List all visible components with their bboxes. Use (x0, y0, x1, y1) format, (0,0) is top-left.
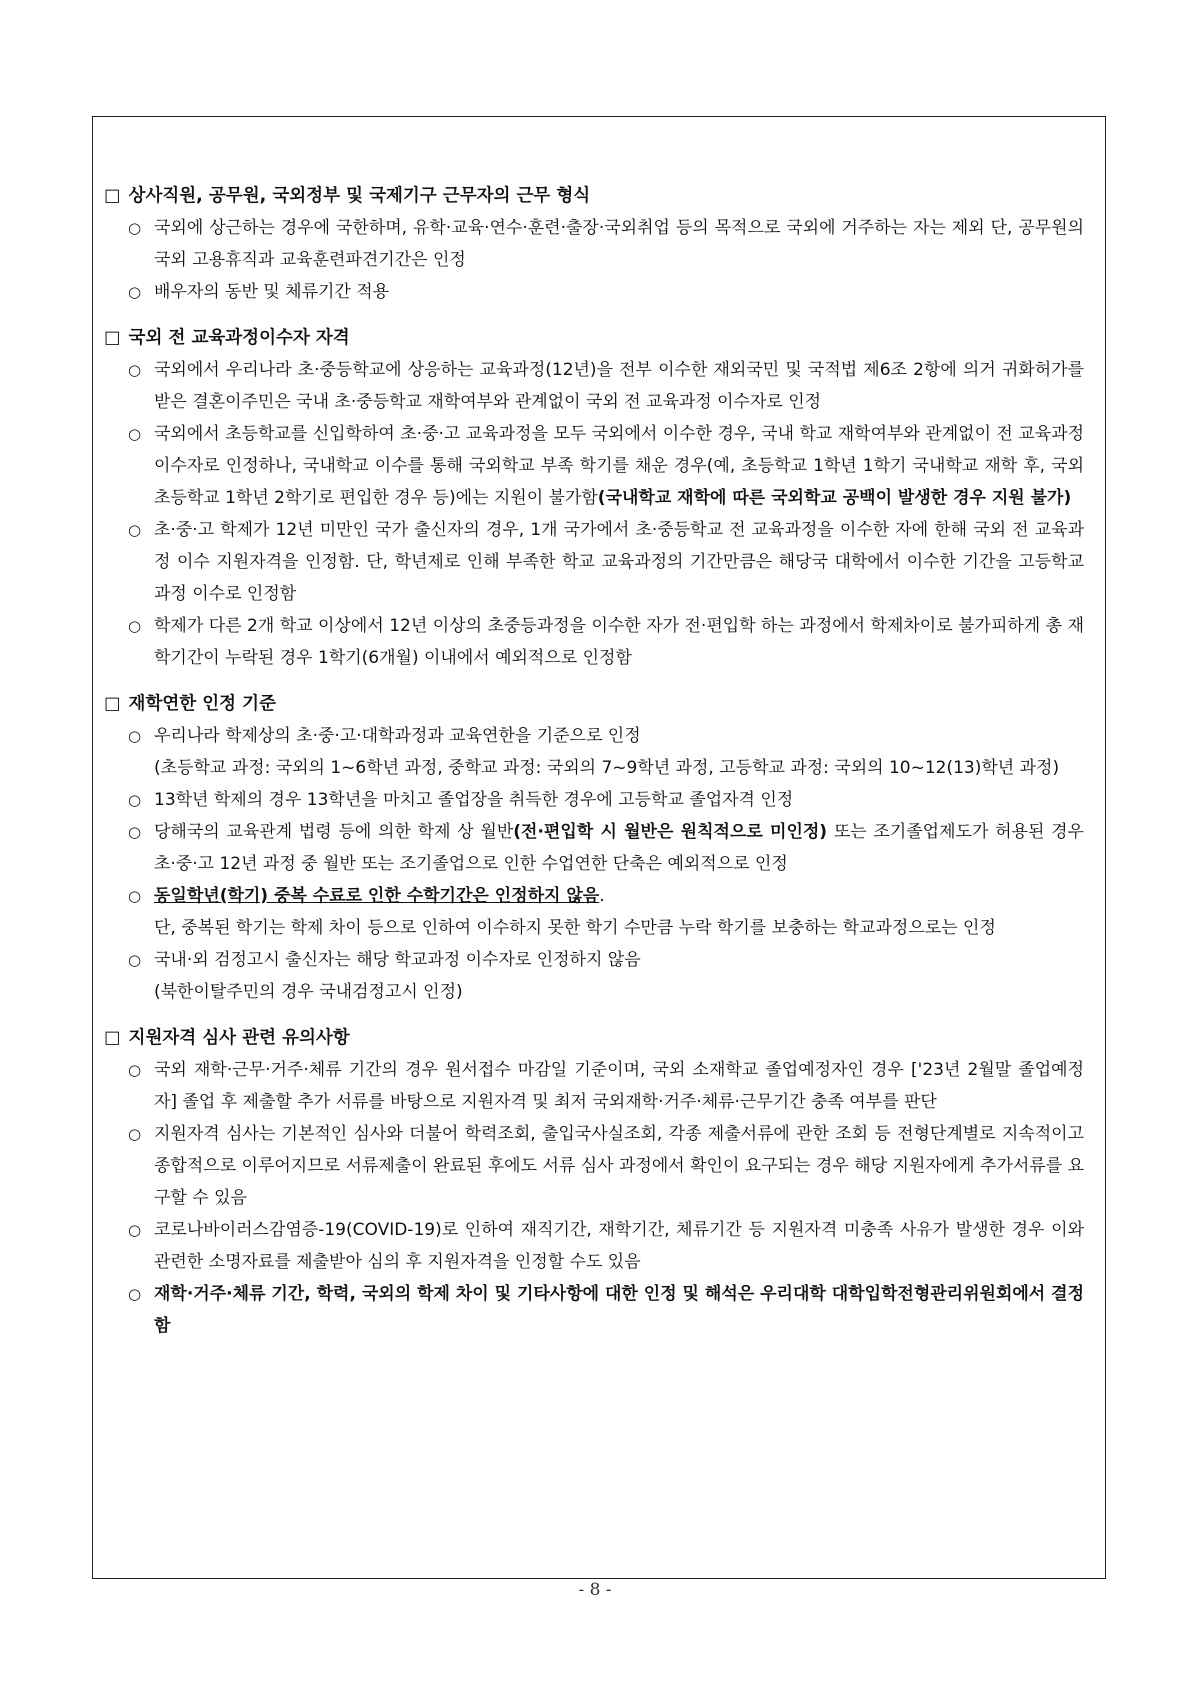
section-full-curriculum (104, 322, 1084, 674)
list-item: ○ 국외에서 우리나라 초·중등학교에 상응하는 교육과정(12년)을 전부 이수한 재외국민 및 국적법 제6조 2항에 의거 귀화허가를 받은 결혼이주민은 국내 초·중등학교 재학여부와 관계없이 국외 전 교육과정 이수자로 인정 (104, 354, 1084, 418)
list-item: ○ 배우자의 동반 및 체류기간 적용 (104, 276, 1084, 308)
circle-bullet-icon: ○ (128, 1061, 142, 1079)
circle-bullet-icon: ○ (128, 1125, 142, 1143)
list-item: ○ 13학년 학제의 경우 13학년을 마치고 졸업장을 취득한 경우에 고등학교 졸업자격 인정 (104, 784, 1084, 816)
circle-bullet-icon: ○ (128, 361, 142, 379)
circle-bullet-icon: ○ (128, 951, 142, 969)
section-work-form (104, 180, 1084, 308)
list-item: ○ 동일학년(학기) 중복 수료로 인한 수학기간은 인정하지 않음. 단, 중복된 학기는 학제 차이 등으로 인하여 이수하지 못한 학기 수만큼 누락 학기를 보충하는 학교과정으로는 인정 (104, 880, 1084, 944)
list-item: ○ 국외 재학·근무·거주·체류 기간의 경우 원서접수 마감일 기준이며, 국외 소재학교 졸업예정자인 경우 ['23년 2월말 졸업예정자] 졸업 후 제출할 추가 서류를 바탕으로 지원자격 및 최저 국외재학·거주·체류·근무기간 충족 여부를 판단 (104, 1054, 1084, 1118)
circle-bullet-icon: ○ (128, 887, 142, 905)
section-title: □ 지원자격 심사 관련 유의사항 (104, 1028, 350, 1048)
checkbox-square-icon: □ (104, 694, 121, 714)
list-item: ○ 당해국의 교육관계 법령 등에 의한 학제 상 월반(전·편입학 시 월반은 원칙적으로 미인정) 또는 조기졸업제도가 허용된 경우 초·중·고 12년 과정 중 월반 또는 조기졸업으로 인한 수업연한 단축은 예외적으로 인정 (104, 816, 1084, 880)
section-enrollment-period (104, 688, 1084, 1008)
section-screening-notes (104, 1022, 1084, 1342)
circle-bullet-icon: ○ (128, 617, 142, 635)
list-item: ○ 지원자격 심사는 기본적인 심사와 더불어 학력조회, 출입국사실조회, 각종 제출서류에 관한 조회 등 전형단계별로 지속적이고 종합적으로 이루어지므로 서류제출이 완료된 후에도 서류 심사 과정에서 확인이 요구되는 경우 해당 지원자에게 추가서류를 요구할 수 있음 (104, 1118, 1084, 1214)
document-body (104, 180, 1084, 1356)
list-item: ○ 국외에 상근하는 경우에 국한하며, 유학·교육·연수·훈련·출장·국외취업 등의 목적으로 국외에 거주하는 자는 제외 단, 공무원의 국외 고용휴직과 교육훈련파견기간은 인정 (104, 212, 1084, 276)
checkbox-square-icon: □ (104, 1028, 121, 1048)
circle-bullet-icon: ○ (128, 791, 142, 809)
section-title: □ 상사직원, 공무원, 국외정부 및 국제기구 근무자의 근무 형식 (104, 186, 591, 206)
circle-bullet-icon: ○ (128, 283, 142, 301)
list-item: ○ 학제가 다른 2개 학교 이상에서 12년 이상의 초중등과정을 이수한 자가 전·편입학 하는 과정에서 학제차이로 불가피하게 총 재학기간이 누락된 경우 1학기(6개월) 이내에서 예외적으로 인정함 (104, 610, 1084, 674)
list-item: ○ 국내·외 검정고시 출신자는 해당 학교과정 이수자로 인정하지 않음 (북한이탈주민의 경우 국내검정고시 인정) (104, 944, 1084, 1008)
circle-bullet-icon: ○ (128, 1221, 142, 1239)
list-item: ○ 국외에서 초등학교를 신입학하여 초·중·고 교육과정을 모두 국외에서 이수한 경우, 국내 학교 재학여부와 관계없이 전 교육과정 이수자로 인정하나, 국내학교 이수를 통해 국외학교 부족 학기를 채운 경우(예, 초등학교 1학년 1학기 국내학교 재학 후, 국외 초등학교 1학년 2학기로 편입한 경우 등)에는 지원이 불가함(국내학교 재학에 따른 국외학교 공백이 발생한 경우 지원 불가) (104, 418, 1084, 514)
section-title: □ 재학연한 인정 기준 (104, 694, 276, 714)
circle-bullet-icon: ○ (128, 727, 142, 745)
circle-bullet-icon: ○ (128, 1285, 142, 1303)
circle-bullet-icon: ○ (128, 425, 142, 443)
checkbox-square-icon: □ (104, 186, 121, 206)
list-item: ○ 초·중·고 학제가 12년 미만인 국가 출신자의 경우, 1개 국가에서 초·중등학교 전 교육과정을 이수한 자에 한해 국외 전 교육과정 이수 지원자격을 인정함. 단, 학년제로 인해 부족한 학교 교육과정의 기간만큼은 해당국 대학에서 이수한 기간을 고등학교 과정 이수로 인정함 (104, 514, 1084, 610)
section-title: □ 국외 전 교육과정이수자 자격 (104, 328, 350, 348)
checkbox-square-icon: □ (104, 328, 121, 348)
page-number: - 8 - (578, 1580, 612, 1600)
list-item: ○ 코로나바이러스감염증-19(COVID-19)로 인하여 재직기간, 재학기간, 체류기간 등 지원자격 미충족 사유가 발생한 경우 이와 관련한 소명자료를 제출받아 심의 후 지원자격을 인정할 수도 있음 (104, 1214, 1084, 1278)
list-item: ○ 재학·거주·체류 기간, 학력, 국외의 학제 차이 및 기타사항에 대한 인정 및 해석은 우리대학 대학입학전형관리위원회에서 결정함 (104, 1278, 1084, 1342)
circle-bullet-icon: ○ (128, 823, 142, 841)
circle-bullet-icon: ○ (128, 521, 142, 539)
list-item: ○ 우리나라 학제상의 초·중·고·대학과정과 교육연한을 기준으로 인정 (초등학교 과정: 국외의 1~6학년 과정, 중학교 과정: 국외의 7~9학년 과정, 고등학교 과정: 국외의 10~12(13)학년 과정) (104, 720, 1084, 784)
circle-bullet-icon: ○ (128, 219, 142, 237)
